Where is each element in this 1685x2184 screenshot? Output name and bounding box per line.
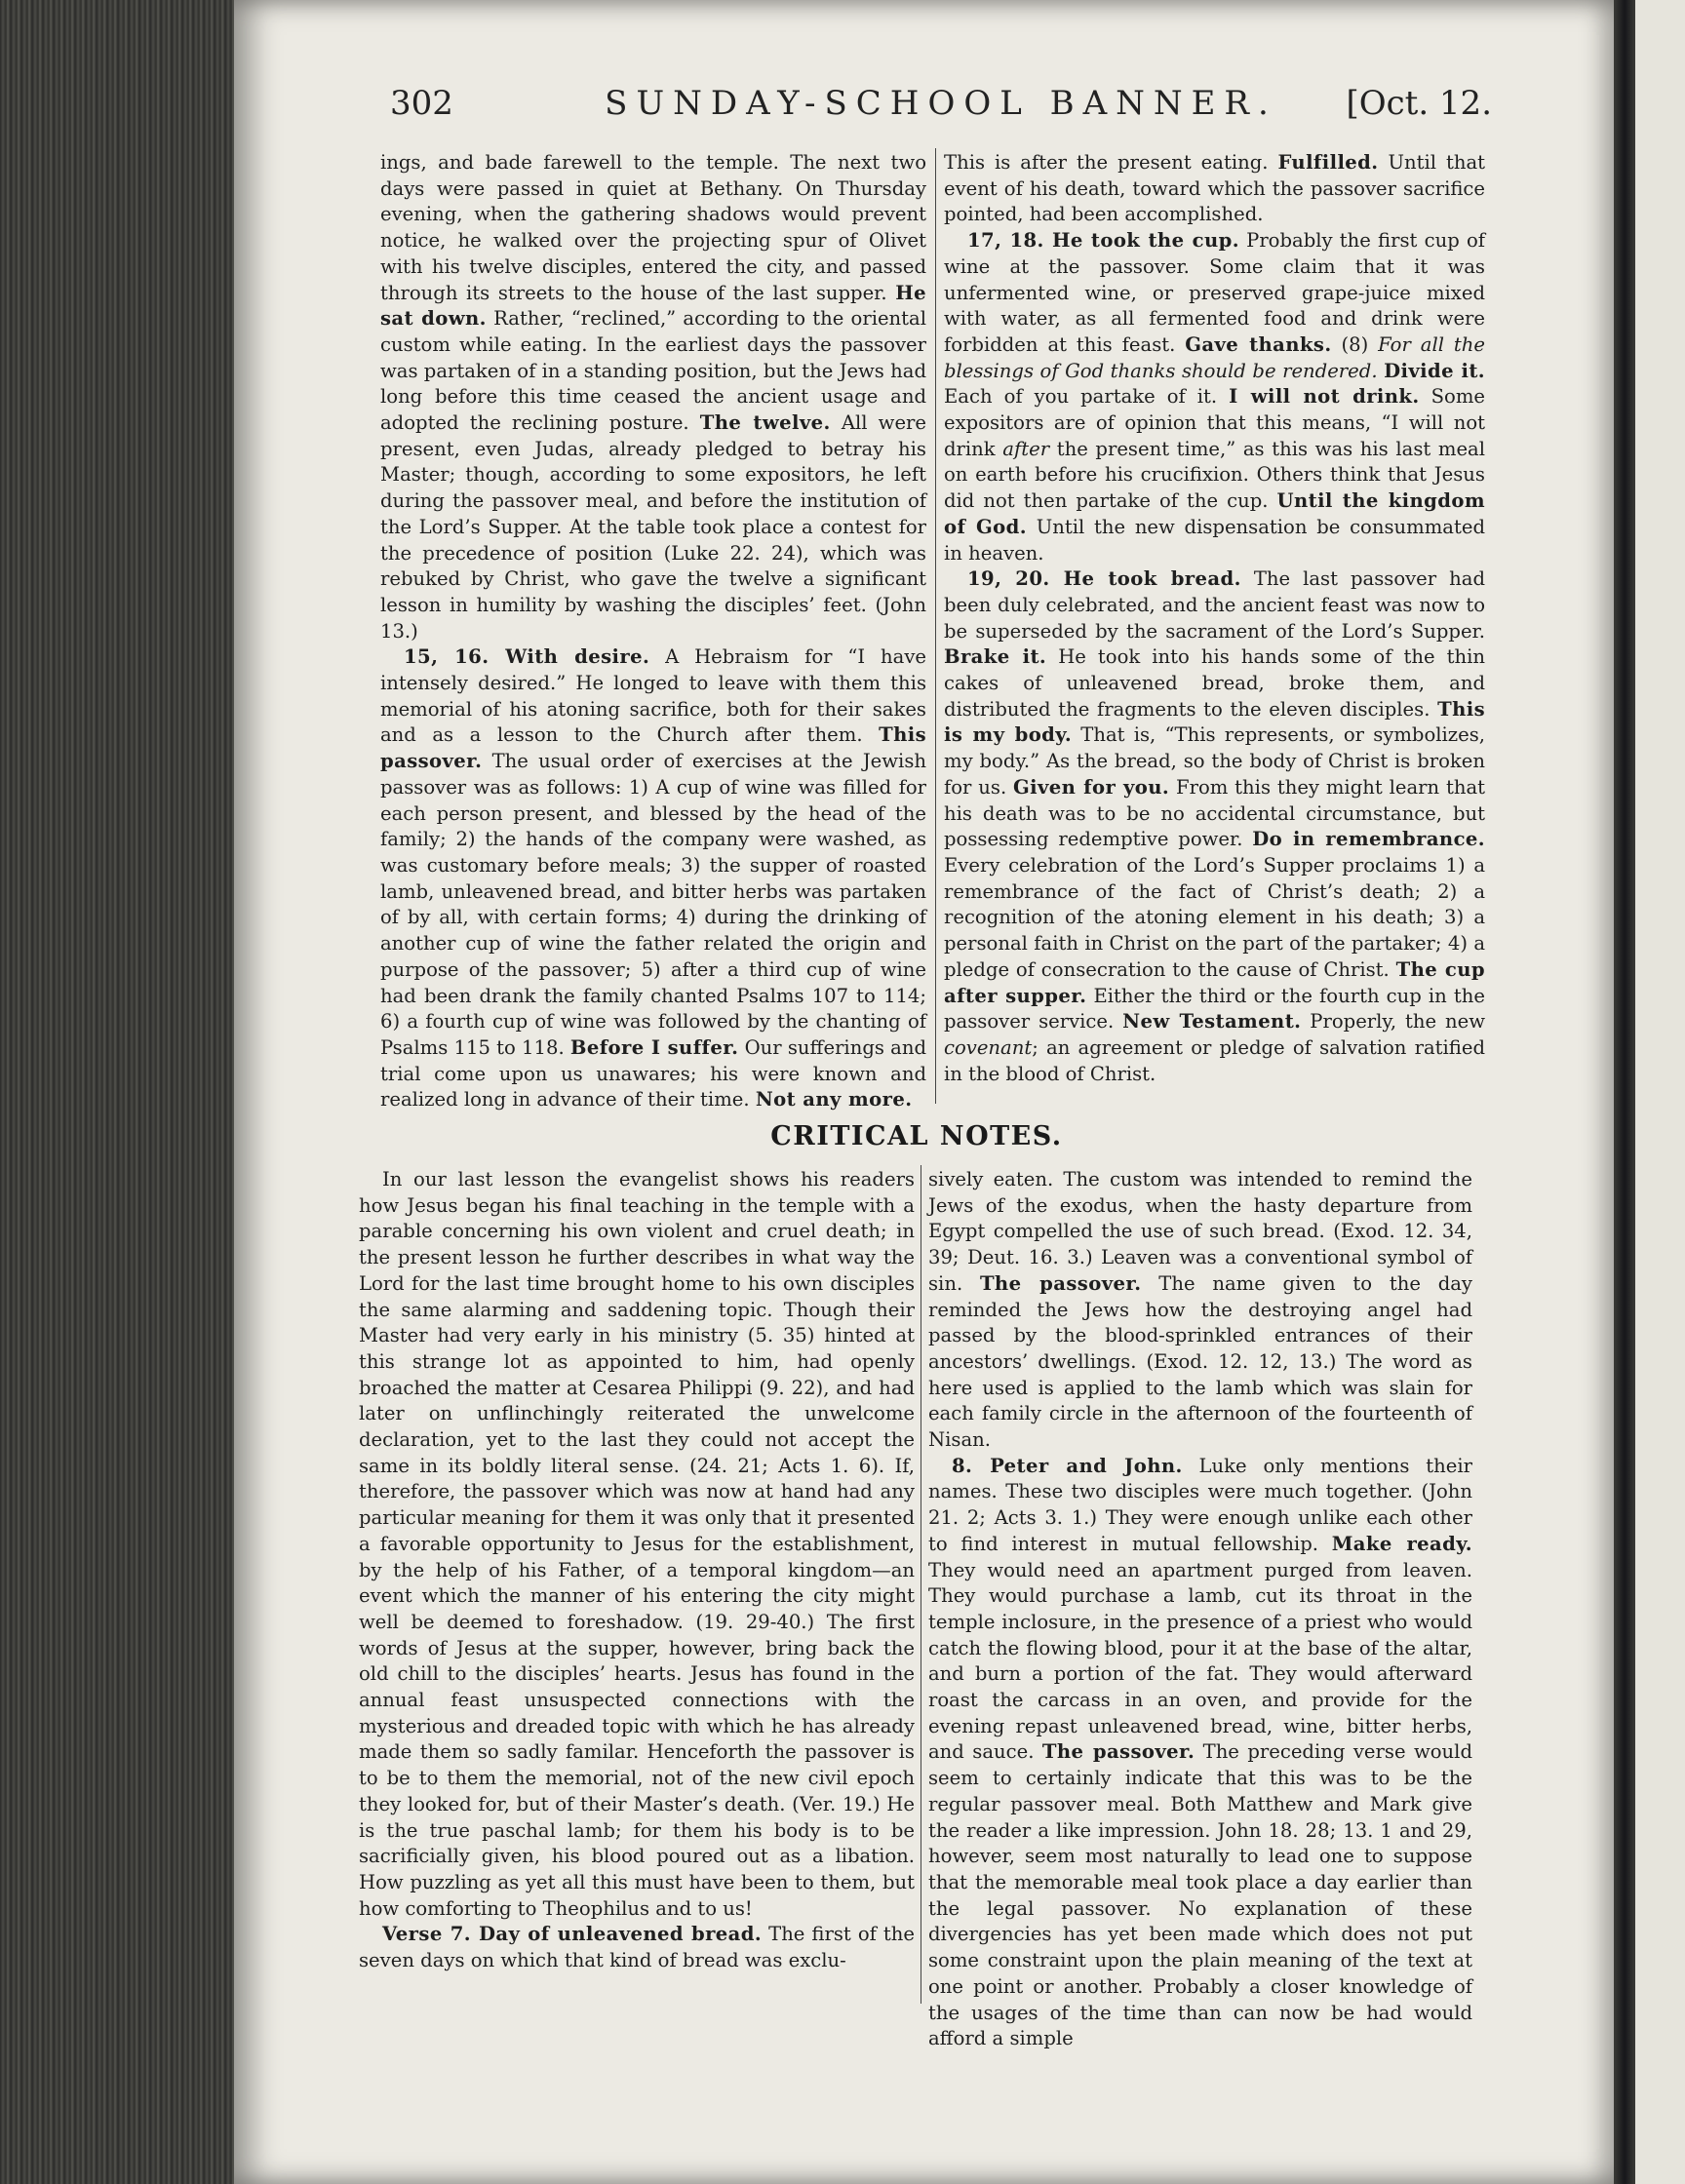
verse-heading: The cup after supper. (944, 957, 1485, 1007)
verse-heading: 15, 16. With desire. (404, 645, 650, 669)
paragraph (380, 644, 926, 1113)
verse-heading: The passover. (979, 1271, 1142, 1295)
column-rule-top (935, 148, 936, 1104)
body-text: the present time,” as this was his last meal on earth before his crucifixion. Others think that Jesus did not then partake of the cup. (944, 437, 1485, 513)
critical-notes-column-right (928, 1167, 1472, 2052)
verse-heading: Fulfilled. (1277, 151, 1379, 174)
verse-heading: Brake it. (944, 645, 1047, 669)
body-text: Luke only mentions their names. These two disciples were much together. (John 21. 2; Acts 3. 1.) They were enough unlike each other to find interest in mutual fellowship. (928, 1454, 1472, 1555)
issue-date: [Oct. 12. (1346, 84, 1492, 123)
verse-heading: Divide it. (1384, 359, 1485, 382)
verse-heading: I will not drink. (1229, 385, 1420, 409)
verse-heading: Before I suffer. (569, 1035, 739, 1059)
publication-title: SUNDAY-SCHOOL BANNER. (605, 84, 1277, 123)
verse-heading: Make ready. (1331, 1532, 1472, 1555)
body-text: All were present, even Judas, already pledged to betray his Master; though, according to some expositors, he left during the passover meal, and before the institution of the Lord’s Supper. At the table took place a contest for the precedence of position (Luke 22. 24), which was rebuked by Christ, who gave the twelve a significant lesson in humility by washing the disciples’ feet. (John 13.) (380, 411, 926, 643)
verse-heading: Verse 7. Day of unleavened bread. (382, 1923, 763, 1946)
verse-heading: Gave thanks. (1185, 332, 1332, 356)
body-text: Every celebration of the Lord’s Supper proclaims 1) a remembrance of the fact of Christ’s death; 2) a recognition of the atoning element in his death; 3) a personal faith in Christ on the part of the partaker; 4) a pledge of consecration to the cause of Christ. (944, 853, 1485, 981)
body-text: From this they might learn that his death was to be no accidental circumstance, but possessing redemptive power. (944, 775, 1486, 851)
commentary-column-left (380, 150, 926, 1113)
emphasis-text: covenant (944, 1035, 1033, 1059)
body-text: The name given to the day reminded the Jews how the destroying angel had passed by the blood-sprinkled entrances of their ancestors’ dwellings. (Exod. 12. 12, 13.) The word as here used is applied to the lamb which was slain for each family circle in the afternoon of the fourteenth of Nisan. (928, 1271, 1472, 1452)
paragraph (944, 150, 1485, 228)
verse-heading: This is my body. (944, 697, 1485, 747)
verse-heading: Until the kingdom of God. (944, 489, 1485, 538)
commentary-column-right (944, 150, 1485, 1087)
emphasis-text: For all the blessings of God thanks should be rendered. (944, 332, 1485, 382)
verse-heading: 8. Peter and John. (952, 1454, 1183, 1477)
paragraph (928, 1167, 1472, 1454)
paragraph (944, 228, 1485, 566)
verse-heading: New Testament. (1122, 1010, 1302, 1034)
body-text: The usual order of exercises at the Jewish passover was as follows: 1) A cup of wine was filled for each person present, and blessed by the head of the family; 2) the hands of the company were washed, as was customary before meals; 3) the supper of roasted lamb, unleavened bread, and bitter herbs was partaken of by all, with certain forms; 4) during the drinking of another cup of wine the father related the origin and purpose of the passover; 5) after a third cup of wine had been drank the family chanted Psalms 107 to 114; 6) a fourth cup of wine was followed by the chanting of Psalms 115 to 118. (380, 750, 926, 1059)
book-edge (0, 0, 234, 2184)
verse-heading: Given for you. (1013, 775, 1170, 799)
verse-heading: Not any more. (755, 1088, 913, 1112)
critical-notes-column-left (359, 1167, 915, 1974)
body-text: Our sufferings and trial come upon us unawares; his were known and realized long in advance of their time. (380, 1035, 926, 1112)
body-text: Probably the first cup of wine at the passover. Some claim that it was unfermented wine, or preserved grape-juice mixed with water, as all fermented food and drink were forbidden at this feast. (944, 229, 1486, 356)
body-text: The preceding verse would seem to certainly indicate that this was to be the regular passover meal. Both Matthew and Mark give the reader a like impression. John 18. 28; 13. 1 and 29, however, seem most naturally to lead one to suppose that the memorable meal took place a day earlier than the legal passover. No explanation of these divergencies has yet been made which does not put some constraint upon the plain meaning of the text at one point or another. Probably a closer knowledge of the usages of the time than can now be had would afford a simple (928, 1740, 1472, 2050)
gutter-shadow (1614, 0, 1635, 2184)
paragraph (380, 150, 926, 644)
body-text: sively eaten. The custom was intended to remind the Jews of the exodus, when the hasty departure from Egypt compelled the use of such bread. (Exod. 12. 34, 39; Deut. 16. 3.) Leaven was a conventional symbol of sin. (928, 1168, 1472, 1295)
paragraph (359, 1167, 915, 1922)
paragraph (359, 1922, 915, 1973)
body-text: That is, “This represents, or symbolizes, my body.” As the bread, so the body of Christ is broken for us. (944, 723, 1486, 799)
body-text: Rather, “reclined,” according to the oriental custom while eating. In the earliest days the passover was partaken of in a standing position, but the Jews had long before this time ceased the ancient usage and adopted the reclining posture. (380, 307, 927, 435)
emphasis-text: after (1002, 437, 1050, 460)
verse-heading: The twelve. (699, 411, 831, 435)
body-text: Either the third or the fourth cup in the passover service. (944, 984, 1485, 1034)
verse-heading: 19, 20. He took bread. (967, 567, 1241, 591)
body-text: They would need an apartment purged from leaven. They would purchase a lamb, cut its throat in the temple inclosure, in the presence of a priest who would catch the flowing blood, pour it at the base of the altar, and burn a portion of the fat. They would afterward roast the carcass in an oven, and provide for the evening repast unleavened bread, wine, bitter herbs, and sauce. (928, 1558, 1472, 1764)
body-text: This is after the present eating. (944, 151, 1278, 174)
body-text: A Hebraism for “I have intensely desired.” He longed to leave with them this memorial of his atoning sacrifice, both for their sakes and as a lesson to the Church after them. (380, 645, 926, 747)
verse-heading: He sat down. (380, 281, 926, 331)
verse-heading: The passover. (1041, 1740, 1195, 1764)
body-text: Until that event of his death, toward which the passover sacrifice pointed, had been accomplished. (944, 151, 1486, 226)
section-title: CRITICAL NOTES. (770, 1121, 1063, 1151)
body-text: ings, and bade farewell to the temple. The next two days were passed in quiet at Bethany. On Thursday evening, when the gathering shadows would prevent notice, he walked over the projecting spur of Olivet with his twelve disciples, entered the city, and passed through its streets to the house of the last supper. (380, 151, 926, 304)
paragraph (928, 1454, 1472, 2052)
running-header (390, 84, 1492, 133)
verse-heading: 17, 18. He took the cup. (967, 229, 1239, 253)
body-text: ; an agreement or pledge of salvation ratified in the blood of Christ. (944, 1035, 1485, 1085)
body-text: The last passover had been duly celebrated, and the ancient feast was now to be superseded by the sacrament of the Lord’s Supper. (944, 567, 1485, 643)
paragraph (944, 566, 1485, 1087)
body-text: Each of you partake of it. (944, 385, 1230, 409)
body-text: Properly, the new (1301, 1010, 1486, 1034)
body-text: The first of the seven days on which that kind of bread was exclu- (359, 1923, 915, 1972)
body-text: He took into his hands some of the thin cakes of unleavened bread, broke them, and distributed the fragments to the eleven disciples. (944, 645, 1486, 721)
next-page-edge (1635, 0, 1685, 2184)
body-text: Some expositors are of opinion that this means, “I will not drink (944, 385, 1486, 460)
verse-heading: Do in remembrance. (1252, 828, 1485, 851)
page-number: 302 (390, 84, 453, 123)
body-text: In our last lesson the evangelist shows his readers how Jesus began his final teaching in the temple with a parable concerning his own violent and cruel death; in the present lesson he further describes in what way the Lord for the last time brought home to his own disciples the same alarming and saddening topic. Though their Master had very early in his ministry (5. 35) hinted at this strange lot as appointed to him, had openly broached the matter at Cesarea Philippi (9. 22), and had later on unflinchingly reiterated the unwelcome declaration, yet to the last they could not accept the same in its boldly literal sense. (24. 21; Acts 1. 6). If, therefore, the passover which was now at hand had any particular meaning for them it was only that it presented a favorable opportunity to Jesus for the establishment, by the help of his Father, of a temporal kingdom—an event which the manner of his entering the city might well be deemed to foreshadow. (19. 29-40.) The first words of Jesus at the supper, however, bring back the old chill to the disciples’ hearts. Jesus has found in the annual feast unsuspected connections with the mysterious and dreaded topic with which he has already made them so sadly familar. Henceforth the passover is to be to them the memorial, not of the new civil epoch they looked for, but of their Master’s death. (Ver. 19.) He is the true paschal lamb; for them his body is to be sacrificially given, his blood poured out as a libation. How puzzling as yet all this must have been to them, but how comforting to Theophilus and to us! (359, 1168, 915, 1920)
body-text: Until the new dispensation be consummated in heaven. (944, 515, 1485, 565)
verse-heading: This passover. (380, 723, 926, 773)
body-text: (8) (1331, 332, 1379, 356)
